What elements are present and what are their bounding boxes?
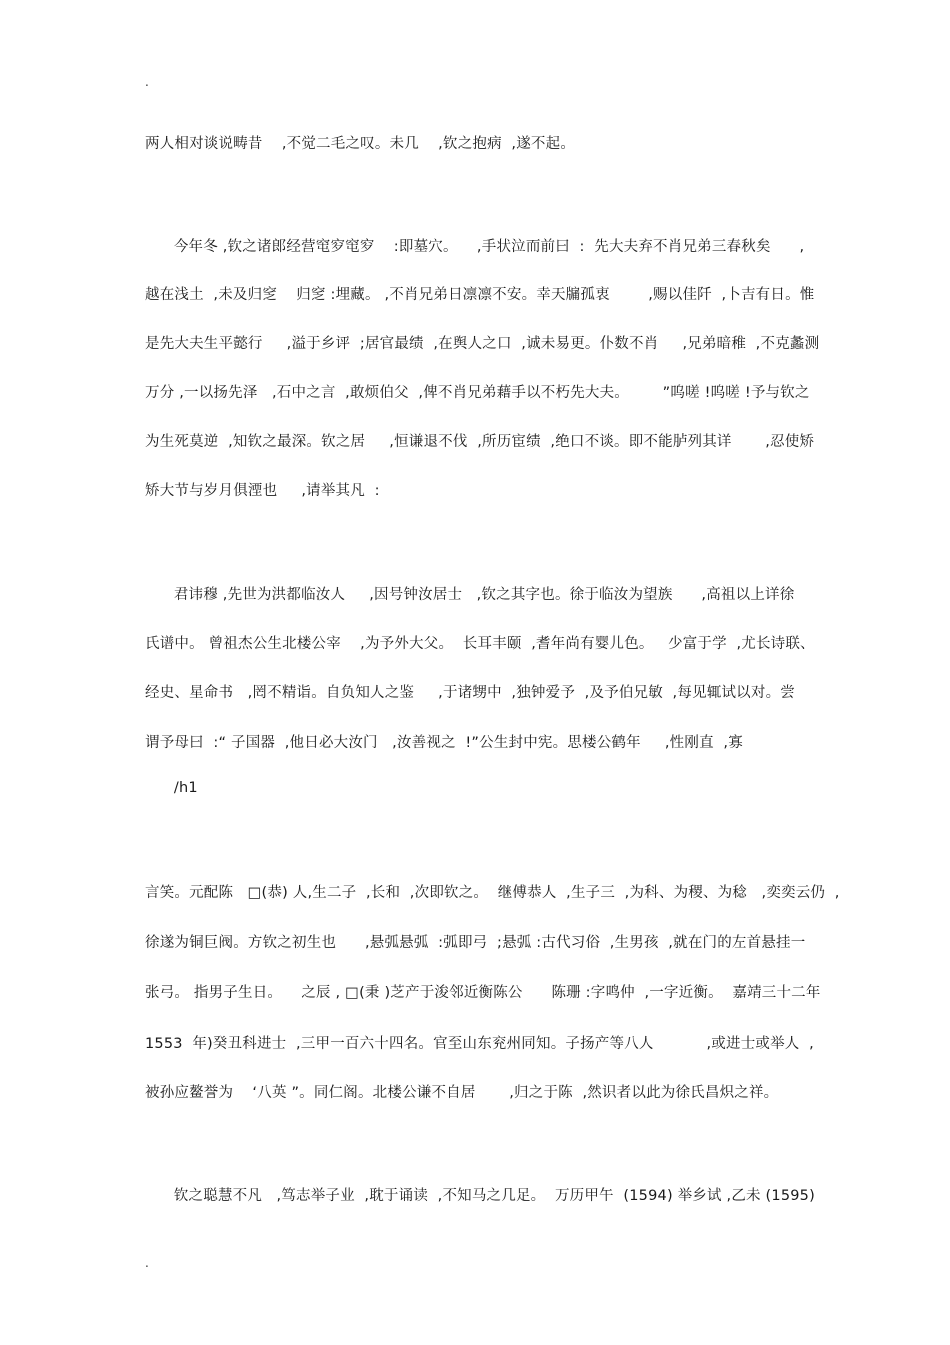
- text-line-6: 为生死莫逆 ,知钦之最深。钦之居 ,恒谦退不伐 ,所历宦绩 ,绝口不谈。即不能胪列其详 ,忍使矫: [145, 434, 815, 450]
- text-line-12: /h1: [145, 780, 198, 796]
- text-line-14: 徐遂为铜巨阀。方钦之初生也 ,悬弧悬弧 :弧即弓 ;悬弧 :古代习俗 ,生男孩 ,就在门的左首悬挂一: [145, 935, 806, 951]
- text-line-18: 钦之聪慧不凡 ,笃志举子业 ,耽于诵读 ,不知马之几足。 万历甲午 (1594) 举乡试 ,乙未 (1595): [145, 1188, 815, 1204]
- text-line-15: 张弓。 指男子生日。 之辰 , □(秉 )芝产于浚邻近衡陈公 陈珊 :字鸣仲 ,一字近衡。 嘉靖三十二年: [145, 985, 821, 1001]
- text-line-2: 今年冬 ,钦之诸郎经营窀穸窀穸 :即墓穴。 ,手状泣而前曰 : 先大夫弃不肖兄弟三春秋矣 ,: [145, 239, 805, 255]
- text-line-17: 被孙应鳌誉为 ‘八英 ”。同仁阁。北楼公谦不自居 ,归之于陈 ,然识者以此为徐氏昌炽之祥。: [145, 1085, 779, 1101]
- top-marker: .: [145, 75, 149, 89]
- text-line-5: 万分 ,一以扬先泽 ,石中之言 ,敢烦伯父 ,俾不肖兄弟藉手以不朽先大夫。 ”呜嗟 !呜嗟 !予与钦之: [145, 385, 810, 401]
- bottom-marker: .: [145, 1256, 149, 1270]
- text-line-7: 矫大节与岁月俱湮也 ,请举其凡 :: [145, 483, 380, 499]
- text-line-11: 谓予母曰 :“ 子国器 ,他日必大汝门 ,汝善视之 !”公生封中宪。思楼公鹤年 ,性刚直 ,寡: [145, 735, 743, 751]
- text-line-3: 越在浅土 ,未及归窆 归窆 :埋藏。 ,不肖兄弟日凛凛不安。幸天牖孤衷 ,赐以佳阡 ,卜吉有日。惟: [145, 287, 815, 303]
- text-line-16: 1553 年)癸丑科进士 ,三甲一百六十四名。官至山东兖州同知。子扬产等八人 ,或进士或举人 ,: [145, 1036, 814, 1052]
- text-line-1: 两人相对谈说畴昔 ,不觉二毛之叹。未几 ,钦之抱病 ,遂不起。: [145, 136, 576, 152]
- text-line-4: 是先大夫生平懿行 ,溢于乡评 ;居官最绩 ,在舆人之口 ,诚未易更。仆数不肖 ,兄弟暗稚 ,不克蠡测: [145, 336, 820, 352]
- text-line-9: 氏谱中。 曾祖杰公生北楼公宰 ,为予外大父。 长耳丰颐 ,耆年尚有婴儿色。 少富于学 ,尤长诗联、: [145, 636, 815, 652]
- text-line-13: 言笑。元配陈 □(恭) 人,生二子 ,长和 ,次即钦之。 继傅恭人 ,生子三 ,为科、为稷、为稔 ,奕奕云仍 ,: [145, 885, 840, 901]
- text-line-8: 君讳穆 ,先世为洪都临汝人 ,因号钟汝居士 ,钦之其字也。徐于临汝为望族 ,高祖以上详徐: [145, 587, 795, 603]
- text-line-10: 经史、星命书 ,罔不精诣。自负知人之鉴 ,于诸甥中 ,独钟爱予 ,及予伯兄敏 ,每见辄试以对。尝: [145, 685, 795, 701]
